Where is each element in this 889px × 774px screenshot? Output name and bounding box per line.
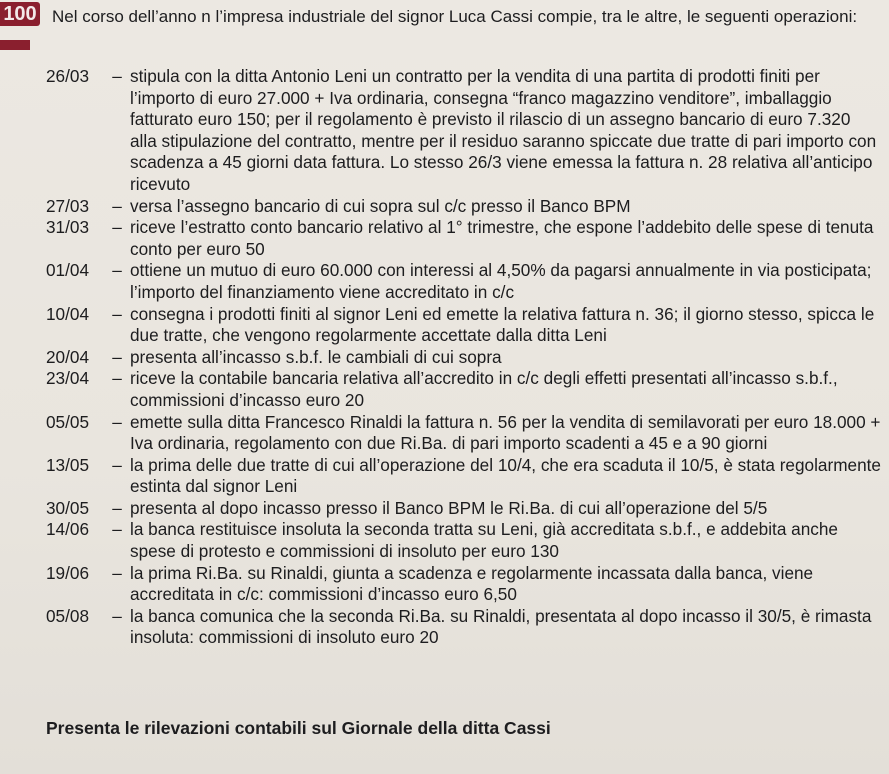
operation-entry xyxy=(46,368,881,411)
entry-text: presenta all’incasso s.b.f. le cambiali di cui sopra xyxy=(130,346,502,367)
operation-entry xyxy=(46,66,881,196)
entry-date: 01/04 xyxy=(46,260,90,281)
operation-entry xyxy=(46,498,881,520)
section-marker-bar xyxy=(0,40,30,50)
entry-date: 14/06 xyxy=(46,519,90,540)
entry-date: 30/05 xyxy=(46,497,90,518)
operation-entry xyxy=(46,606,881,649)
entry-dash: – xyxy=(112,454,122,475)
entry-date: 26/03 xyxy=(46,66,90,86)
entry-text: la prima delle due tratte di cui all’operazione del 10/4, che era scaduta il 10/5, è stata regolarmente estinta dal signor Leni xyxy=(130,454,881,497)
operation-entry xyxy=(46,217,881,260)
entry-date: 13/05 xyxy=(46,454,90,475)
operation-entry xyxy=(46,260,881,303)
entry-date: 05/08 xyxy=(46,605,90,626)
entry-text: stipula con la ditta Antonio Leni un contratto per la vendita di una partita di prodotti finiti per l’importo di euro 27.000 + Iva ordinaria, consegna “franco magazzino venditore”, imballaggio fatturato euro 150; per il regolamento è previsto il rilascio di un assegno bancario di euro 7.320 alla stipulazione del contratto, mentre per il residuo saranno spiccate due tratte di pari importo con scadenza a 45 giorni data fattura. Lo stesso 26/3 viene emessa la fattura n. 28 relativa all’anticipo ricevuto xyxy=(130,66,877,194)
operation-entry xyxy=(46,347,881,369)
entry-date: 23/04 xyxy=(46,368,90,389)
entry-dash: – xyxy=(112,217,122,238)
entry-text: riceve la contabile bancaria relativa all’accredito in c/c degli effetti presentati all’incasso s.b.f., commissioni d’incasso euro 20 xyxy=(130,368,838,410)
entry-dash: – xyxy=(112,195,122,216)
entry-dash: – xyxy=(112,260,122,281)
entry-text: ottiene un mutuo di euro 60.000 con interessi al 4,50% da pagarsi annualmente in via posticipata; l’importo del finanziamento viene accreditato in c/c xyxy=(130,260,872,302)
entry-text: consegna i prodotti finiti al signor Leni ed emette la relativa fattura n. 36; il giorno stesso, spicca le due tratte, che vengono regolarmente accettate dalla ditta Leni xyxy=(130,303,875,346)
entry-text: riceve l’estratto conto bancario relativo al 1° trimestre, che espone l’addebito delle spese di tenuta conto per euro 50 xyxy=(130,217,874,259)
entry-dash: – xyxy=(112,519,122,540)
operations-list xyxy=(46,66,881,649)
entry-date: 20/04 xyxy=(46,346,90,367)
entry-text: la banca comunica che la seconda Ri.Ba. su Rinaldi, presentata al dopo incasso il 30/5, è rimasta insoluta: commissioni di insoluto euro 20 xyxy=(130,605,872,648)
operation-entry xyxy=(46,519,881,562)
entry-dash: – xyxy=(112,605,122,626)
entry-dash: – xyxy=(112,368,122,389)
entry-text: la banca restituisce insoluta la seconda tratta su Leni, già accreditata s.b.f., e addebita anche spese di protesto e commissioni di insoluto per euro 130 xyxy=(130,519,838,562)
operation-entry xyxy=(46,563,881,606)
entry-dash: – xyxy=(112,66,122,86)
entry-dash: – xyxy=(112,497,122,518)
operation-entry xyxy=(46,304,881,347)
operation-entry xyxy=(46,455,881,498)
entry-text: presenta al dopo incasso presso il Banco BPM le Ri.Ba. di cui all’operazione del 5/5 xyxy=(130,497,768,518)
entry-text: versa l’assegno bancario di cui sopra sul c/c presso il Banco BPM xyxy=(130,195,631,216)
entry-date: 27/03 xyxy=(46,195,90,216)
entry-date: 19/06 xyxy=(46,562,90,583)
exercise-number-badge: 100 xyxy=(0,2,40,26)
entry-dash: – xyxy=(112,562,122,583)
entry-dash: – xyxy=(112,303,122,324)
operation-entry xyxy=(46,412,881,455)
operation-entry xyxy=(46,196,881,218)
entry-date: 10/04 xyxy=(46,303,90,324)
exercise-intro: Nel corso dell’anno n l’impresa industriale del signor Luca Cassi compie, tra le altre, le seguenti operazioni: xyxy=(52,7,858,26)
exercise-instruction: Presenta le rilevazioni contabili sul Giornale della ditta Cassi xyxy=(46,718,551,738)
entry-text: emette sulla ditta Francesco Rinaldi la fattura n. 56 per la vendita di semilavorati per euro 18.000 + Iva ordinaria, regolamento con due Ri.Ba. di pari importo scadenti a 45 e a 90 giorni xyxy=(130,411,881,454)
entry-date: 05/05 xyxy=(46,411,90,432)
entry-date: 31/03 xyxy=(46,217,90,238)
entry-dash: – xyxy=(112,346,122,367)
entry-text: la prima Ri.Ba. su Rinaldi, giunta a scadenza e regolarmente incassata dalla banca, viene accreditata in c/c: commissioni d’incasso euro 6,50 xyxy=(130,562,814,605)
entry-dash: – xyxy=(112,411,122,432)
